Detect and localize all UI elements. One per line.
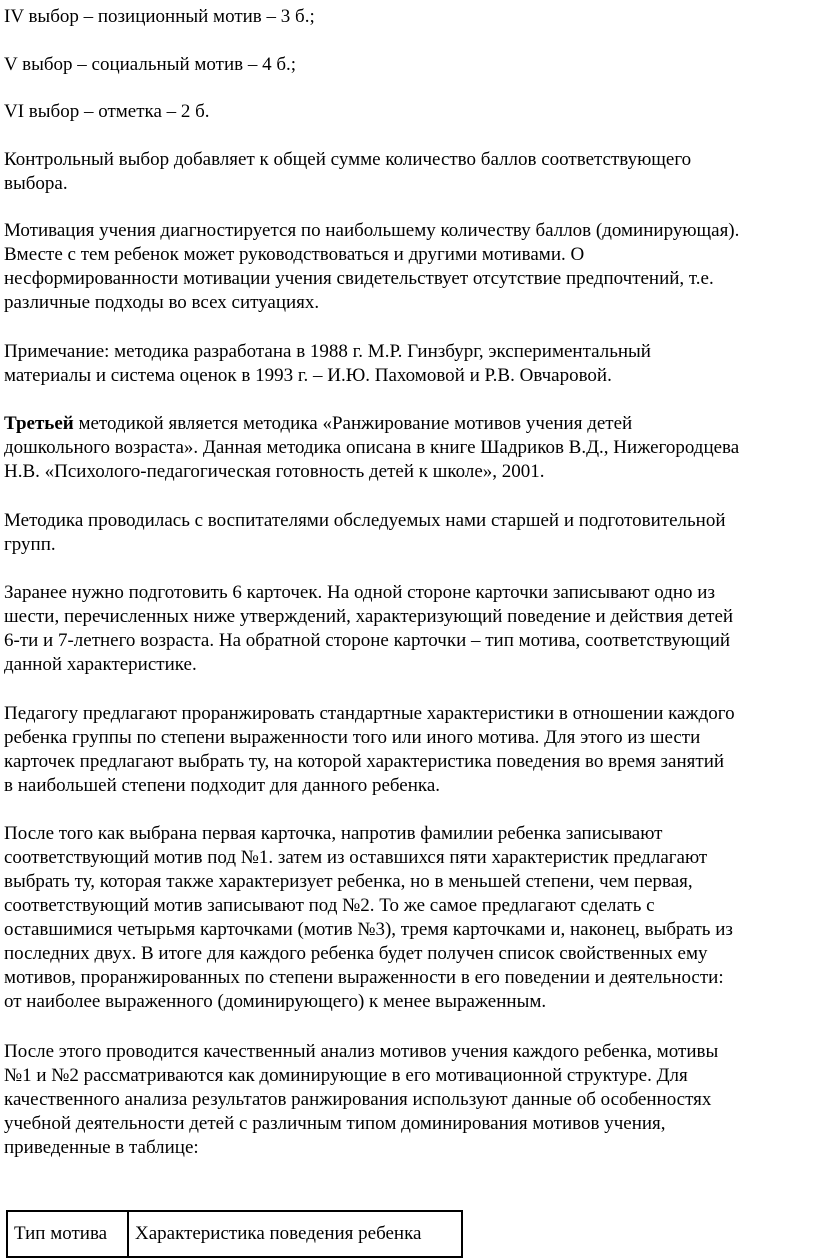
paragraph-line: материалы и система оценок в 1993 г. – И.Ю. Пахомовой и Р.В. Овчаровой. [4, 365, 612, 386]
paragraph-line: соответствующий мотив под №1. затем из оставшихся пяти характеристик предлагают [4, 847, 708, 868]
choice-line: VI выбор – отметка – 2 б. [4, 101, 210, 122]
choice-line: IV выбор – позиционный мотив – 3 б.; [4, 6, 315, 27]
paragraph-line: дошкольного возраста». Данная методика описана в книге Шадриков В.Д., Нижегородцева [4, 437, 740, 458]
paragraph-line: №1 и №2 рассматриваются как доминирующие в его мотивационной структуре. Для [4, 1065, 688, 1086]
table-header-row [7, 1211, 462, 1257]
motive-table [6, 1210, 463, 1258]
choice-line: V выбор – социальный мотив – 4 б.; [4, 54, 297, 75]
paragraph-line: выбора. [4, 173, 68, 194]
paragraph-line [4, 412, 632, 436]
paragraph-line: учебной деятельности детей с различным типом доминирования мотивов учения, [4, 1113, 666, 1134]
paragraph-line: Примечание: методика разработана в 1988 г. М.Р. Гинзбург, экспериментальный [4, 341, 651, 362]
paragraph-line: Методика проводилась с воспитателями обследуемых нами старшей и подготовительной [4, 510, 726, 531]
paragraph-line: Мотивация учения диагностируется по наибольшему количеству баллов (доминирующая). [4, 220, 740, 241]
paragraph-line: групп. [4, 534, 56, 555]
paragraph-line: оставшимися четырьмя карточками (мотив №3), тремя карточками и, наконец, выбрать из [4, 919, 733, 940]
header-cell-motive-type: Тип мотива [7, 1211, 128, 1257]
paragraph-line: несформированности мотивации учения свидетельствует отсутствие предпочтений, т.е. [4, 268, 714, 289]
paragraph-line: После этого проводится качественный анализ мотивов учения каждого ребенка, мотивы [4, 1041, 719, 1062]
paragraph-line: Заранее нужно подготовить 6 карточек. На одной стороне карточки записывают одно из [4, 582, 715, 603]
paragraph-line: Педагогу предлагают проранжировать стандартные характеристики в отношении каждого [4, 703, 735, 724]
paragraph-line: различные подходы во всех ситуациях. [4, 292, 320, 313]
paragraph-line: шести, перечисленных ниже утверждений, характеризующий поведение и действия детей [4, 606, 734, 627]
paragraph-line: выбрать ту, которая также характеризует ребенка, но в меньшей степени, чем первая, [4, 871, 693, 892]
paragraph-line: в наибольшей степени подходит для данного ребенка. [4, 775, 441, 796]
paragraph-line: 6-ти и 7-летнего возраста. На обратной стороне карточки – тип мотива, соответствующий [4, 630, 731, 651]
paragraph-line: ребенка группы по степени выраженности того или иного мотива. Для этого из шести [4, 727, 701, 748]
paragraph-line: приведенные в таблице: [4, 1137, 199, 1158]
bold-word: Третьей [4, 413, 74, 434]
paragraph-line: карточек предлагают выбрать ту, на которой характеристика поведения во время занятий [4, 751, 725, 772]
paragraph-line: После того как выбрана первая карточка, напротив фамилии ребенка записывают [4, 823, 663, 844]
paragraph-line: от наиболее выраженного (доминирующего) к менее выраженным. [4, 991, 547, 1012]
paragraph-line: последних двух. В итоге для каждого ребенка будет получен список свойственных ему [4, 943, 708, 964]
paragraph-line: Н.В. «Психолого-педагогическая готовность детей к школе», 2001. [4, 461, 545, 482]
header-cell-behavior: Характеристика поведения ребенка [128, 1211, 462, 1257]
paragraph-line: Контрольный выбор добавляет к общей сумме количество баллов соответствующего [4, 149, 692, 170]
paragraph-line: качественного анализа результатов ранжирования используют данные об особенностях [4, 1089, 712, 1110]
paragraph-line: мотивов, проранжированных по степени выраженности в его поведении и деятельности: [4, 967, 724, 988]
paragraph-line: Вместе с тем ребенок может руководствоваться и другими мотивами. О [4, 244, 585, 265]
paragraph-line: данной характеристике. [4, 654, 197, 675]
text-span: методикой является методика «Ранжирование мотивов учения детей [73, 413, 633, 434]
paragraph-line: соответствующий мотив записывают под №2. То же самое предлагают сделать с [4, 895, 655, 916]
